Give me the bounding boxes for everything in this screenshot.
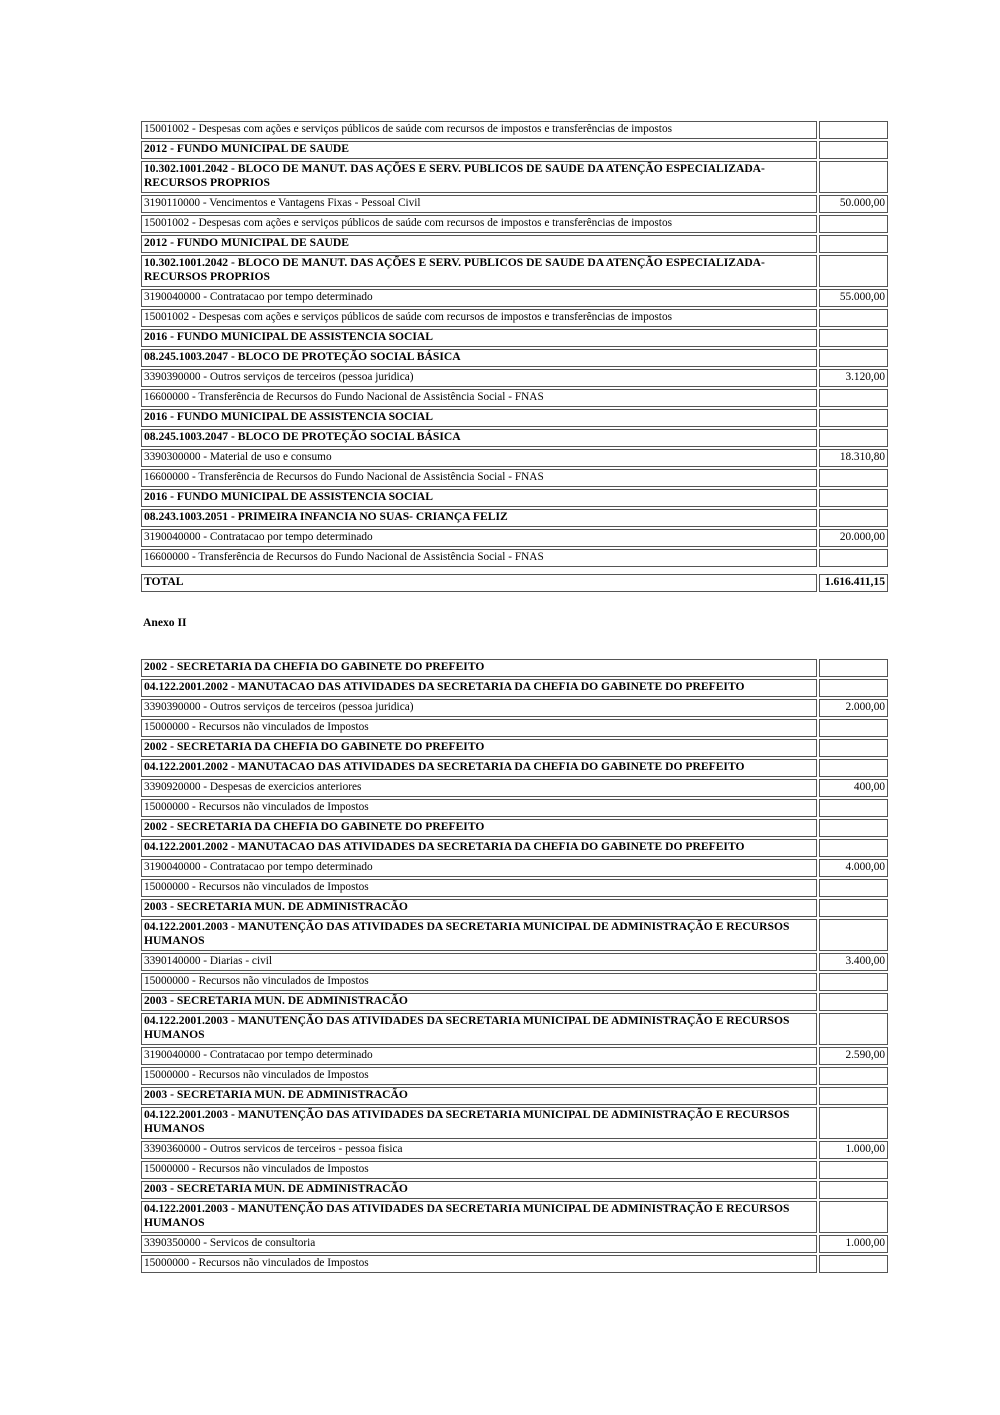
row-description: 3190040000 - Contratacao por tempo determinado bbox=[141, 859, 817, 877]
table-row bbox=[141, 879, 888, 897]
table-row bbox=[141, 289, 888, 307]
table-row bbox=[141, 369, 888, 387]
table-row bbox=[141, 1067, 888, 1085]
table-row bbox=[141, 309, 888, 327]
row-value bbox=[819, 879, 888, 897]
row-value bbox=[819, 235, 888, 253]
table-row bbox=[141, 1255, 888, 1273]
row-value bbox=[819, 549, 888, 567]
row-description: 3190110000 - Vencimentos e Vantagens Fixas - Pessoal Civil bbox=[141, 195, 817, 213]
section-heading: 2016 - FUNDO MUNICIPAL DE ASSISTENCIA SOCIAL bbox=[141, 409, 817, 427]
table-row bbox=[141, 1201, 888, 1233]
row-value bbox=[819, 919, 888, 951]
row-description: 3390140000 - Diarias - civil bbox=[141, 953, 817, 971]
row-value bbox=[819, 1087, 888, 1105]
table-row bbox=[141, 349, 888, 367]
section-heading: 2003 - SECRETARIA MUN. DE ADMINISTRACÃO bbox=[141, 1181, 817, 1199]
section-heading: 10.302.1001.2042 - BLOCO DE MANUT. DAS AÇÕES E SERV. PUBLICOS DE SAUDE DA ATENÇÃO ESPECIALIZADA- RECURSOS PROPRIOS bbox=[141, 161, 817, 193]
annex-title: Anexo II bbox=[143, 616, 187, 629]
row-value bbox=[819, 1067, 888, 1085]
row-description: 15000000 - Recursos não vinculados de Impostos bbox=[141, 1255, 817, 1273]
row-value bbox=[819, 469, 888, 487]
row-description: 3190040000 - Contratacao por tempo determinado bbox=[141, 289, 817, 307]
table-row bbox=[141, 739, 888, 757]
table-row bbox=[141, 1047, 888, 1065]
row-value: 3.120,00 bbox=[819, 369, 888, 387]
section-heading: 04.122.2001.2003 - MANUTENÇÃO DAS ATIVIDADES DA SECRETARIA MUNICIPAL DE ADMINISTRAÇÃO E RECURSOS HUMANOS bbox=[141, 1107, 817, 1139]
table-row bbox=[141, 489, 888, 507]
row-description: 15000000 - Recursos não vinculados de Impostos bbox=[141, 1067, 817, 1085]
table-row bbox=[141, 1087, 888, 1105]
row-value bbox=[819, 349, 888, 367]
row-description: 3390350000 - Servicos de consultoria bbox=[141, 1235, 817, 1253]
table-row bbox=[141, 1141, 888, 1159]
row-description: 16600000 - Transferência de Recursos do Fundo Nacional de Assistência Social - FNAS bbox=[141, 389, 817, 407]
table-row bbox=[141, 699, 888, 717]
row-description: 16600000 - Transferência de Recursos do Fundo Nacional de Assistência Social - FNAS bbox=[141, 549, 817, 567]
section-heading: 2003 - SECRETARIA MUN. DE ADMINISTRACÃO bbox=[141, 1087, 817, 1105]
row-value: 4.000,00 bbox=[819, 859, 888, 877]
row-description: 3390920000 - Despesas de exercicios anteriores bbox=[141, 779, 817, 797]
row-value bbox=[819, 121, 888, 139]
row-value bbox=[819, 255, 888, 287]
table-row bbox=[141, 719, 888, 737]
row-value: 3.400,00 bbox=[819, 953, 888, 971]
section-heading: 2003 - SECRETARIA MUN. DE ADMINISTRACÃO bbox=[141, 993, 817, 1011]
table-row bbox=[141, 509, 888, 527]
table-row bbox=[141, 161, 888, 193]
row-value bbox=[819, 719, 888, 737]
table-row bbox=[141, 899, 888, 917]
section-heading: 04.122.2001.2003 - MANUTENÇÃO DAS ATIVIDADES DA SECRETARIA MUNICIPAL DE ADMINISTRAÇÃO E RECURSOS HUMANOS bbox=[141, 919, 817, 951]
row-value bbox=[819, 1013, 888, 1045]
table-row bbox=[141, 1235, 888, 1253]
table-row bbox=[141, 469, 888, 487]
row-description: 16600000 - Transferência de Recursos do Fundo Nacional de Assistência Social - FNAS bbox=[141, 469, 817, 487]
row-description: 15000000 - Recursos não vinculados de Impostos bbox=[141, 879, 817, 897]
row-value bbox=[819, 509, 888, 527]
row-value bbox=[819, 1201, 888, 1233]
section-heading: 2012 - FUNDO MUNICIPAL DE SAUDE bbox=[141, 235, 817, 253]
section-heading: 2003 - SECRETARIA MUN. DE ADMINISTRACÃO bbox=[141, 899, 817, 917]
table-row bbox=[141, 799, 888, 817]
table-row bbox=[141, 819, 888, 837]
row-description: 15001002 - Despesas com ações e serviços públicos de saúde com recursos de impostos e transferências de impostos bbox=[141, 215, 817, 233]
row-value: 18.310,80 bbox=[819, 449, 888, 467]
budget-table-2 bbox=[139, 657, 890, 1275]
row-value bbox=[819, 309, 888, 327]
row-value bbox=[819, 141, 888, 159]
row-value: 1.000,00 bbox=[819, 1235, 888, 1253]
section-heading: 04.122.2001.2003 - MANUTENÇÃO DAS ATIVIDADES DA SECRETARIA MUNICIPAL DE ADMINISTRAÇÃO E RECURSOS HUMANOS bbox=[141, 1201, 817, 1233]
row-value bbox=[819, 799, 888, 817]
section-heading: 2002 - SECRETARIA DA CHEFIA DO GABINETE DO PREFEITO bbox=[141, 739, 817, 757]
row-value bbox=[819, 759, 888, 777]
row-value bbox=[819, 1255, 888, 1273]
row-value bbox=[819, 409, 888, 427]
table-row bbox=[141, 953, 888, 971]
row-value bbox=[819, 839, 888, 857]
row-description: 3390390000 - Outros serviços de terceiros (pessoa juridica) bbox=[141, 699, 817, 717]
section-heading: 08.243.1003.2051 - PRIMEIRA INFANCIA NO SUAS- CRIANÇA FELIZ bbox=[141, 509, 817, 527]
table-row bbox=[141, 195, 888, 213]
total-label: TOTAL bbox=[141, 574, 817, 592]
table-row bbox=[141, 919, 888, 951]
total-row bbox=[141, 574, 888, 592]
budget-table-2-body bbox=[141, 659, 888, 1273]
section-heading: 2002 - SECRETARIA DA CHEFIA DO GABINETE DO PREFEITO bbox=[141, 819, 817, 837]
table-row bbox=[141, 215, 888, 233]
table-row bbox=[141, 449, 888, 467]
section-heading: 04.122.2001.2002 - MANUTACAO DAS ATIVIDADES DA SECRETARIA DA CHEFIA DO GABINETE DO PREFEITO bbox=[141, 759, 817, 777]
section-heading: 08.245.1003.2047 - BLOCO DE PROTEÇÃO SOCIAL BÁSICA bbox=[141, 349, 817, 367]
section-heading: 04.122.2001.2002 - MANUTACAO DAS ATIVIDADES DA SECRETARIA DA CHEFIA DO GABINETE DO PREFEITO bbox=[141, 839, 817, 857]
budget-table-1-body bbox=[141, 121, 888, 567]
table-row bbox=[141, 759, 888, 777]
row-value bbox=[819, 679, 888, 697]
row-value bbox=[819, 389, 888, 407]
row-description: 3190040000 - Contratacao por tempo determinado bbox=[141, 529, 817, 547]
row-value: 55.000,00 bbox=[819, 289, 888, 307]
budget-table-1 bbox=[139, 119, 890, 569]
row-value bbox=[819, 993, 888, 1011]
row-description: 3390390000 - Outros serviços de terceiros (pessoa juridica) bbox=[141, 369, 817, 387]
document-page bbox=[141, 119, 887, 1275]
section-heading: 2002 - SECRETARIA DA CHEFIA DO GABINETE DO PREFEITO bbox=[141, 659, 817, 677]
row-value bbox=[819, 739, 888, 757]
row-value bbox=[819, 1181, 888, 1199]
row-value bbox=[819, 489, 888, 507]
row-description: 3390300000 - Material de uso e consumo bbox=[141, 449, 817, 467]
total-table bbox=[139, 572, 890, 594]
row-value bbox=[819, 329, 888, 347]
row-description: 15000000 - Recursos não vinculados de Impostos bbox=[141, 1161, 817, 1179]
row-value bbox=[819, 659, 888, 677]
row-value: 1.000,00 bbox=[819, 1141, 888, 1159]
table-row bbox=[141, 121, 888, 139]
row-description: 15001002 - Despesas com ações e serviços públicos de saúde com recursos de impostos e transferências de impostos bbox=[141, 121, 817, 139]
section-heading: 10.302.1001.2042 - BLOCO DE MANUT. DAS AÇÕES E SERV. PUBLICOS DE SAUDE DA ATENÇÃO ESPECIALIZADA- RECURSOS PROPRIOS bbox=[141, 255, 817, 287]
row-description: 15000000 - Recursos não vinculados de Impostos bbox=[141, 719, 817, 737]
row-description: 15000000 - Recursos não vinculados de Impostos bbox=[141, 973, 817, 991]
table-row bbox=[141, 389, 888, 407]
row-value: 2.590,00 bbox=[819, 1047, 888, 1065]
table-row bbox=[141, 993, 888, 1011]
row-value bbox=[819, 899, 888, 917]
row-value: 2.000,00 bbox=[819, 699, 888, 717]
row-value bbox=[819, 1107, 888, 1139]
table-row bbox=[141, 1107, 888, 1139]
row-value bbox=[819, 973, 888, 991]
table-row bbox=[141, 255, 888, 287]
row-value: 50.000,00 bbox=[819, 195, 888, 213]
row-description: 3190040000 - Contratacao por tempo determinado bbox=[141, 1047, 817, 1065]
table-row bbox=[141, 235, 888, 253]
table-row bbox=[141, 839, 888, 857]
section-heading: 2016 - FUNDO MUNICIPAL DE ASSISTENCIA SOCIAL bbox=[141, 329, 817, 347]
table-row bbox=[141, 973, 888, 991]
row-value bbox=[819, 215, 888, 233]
section-heading: 2012 - FUNDO MUNICIPAL DE SAUDE bbox=[141, 141, 817, 159]
table-row bbox=[141, 1161, 888, 1179]
table-row bbox=[141, 859, 888, 877]
table-row bbox=[141, 549, 888, 567]
table-row bbox=[141, 141, 888, 159]
table-row bbox=[141, 329, 888, 347]
section-heading: 04.122.2001.2002 - MANUTACAO DAS ATIVIDADES DA SECRETARIA DA CHEFIA DO GABINETE DO PREFEITO bbox=[141, 679, 817, 697]
row-value bbox=[819, 819, 888, 837]
row-value bbox=[819, 1161, 888, 1179]
section-heading: 04.122.2001.2003 - MANUTENÇÃO DAS ATIVIDADES DA SECRETARIA MUNICIPAL DE ADMINISTRAÇÃO E RECURSOS HUMANOS bbox=[141, 1013, 817, 1045]
total-value: 1.616.411,15 bbox=[819, 574, 888, 592]
table-row bbox=[141, 529, 888, 547]
table-row bbox=[141, 429, 888, 447]
row-description: 15001002 - Despesas com ações e serviços públicos de saúde com recursos de impostos e transferências de impostos bbox=[141, 309, 817, 327]
table-row bbox=[141, 409, 888, 427]
row-description: 15000000 - Recursos não vinculados de Impostos bbox=[141, 799, 817, 817]
row-value bbox=[819, 429, 888, 447]
section-heading: 08.245.1003.2047 - BLOCO DE PROTEÇÃO SOCIAL BÁSICA bbox=[141, 429, 817, 447]
row-description: 3390360000 - Outros servicos de terceiros - pessoa fisica bbox=[141, 1141, 817, 1159]
row-value: 400,00 bbox=[819, 779, 888, 797]
section-heading: 2016 - FUNDO MUNICIPAL DE ASSISTENCIA SOCIAL bbox=[141, 489, 817, 507]
table-row bbox=[141, 1013, 888, 1045]
row-value bbox=[819, 161, 888, 193]
table-row bbox=[141, 779, 888, 797]
row-value: 20.000,00 bbox=[819, 529, 888, 547]
table-row bbox=[141, 679, 888, 697]
table-row bbox=[141, 659, 888, 677]
table-row bbox=[141, 1181, 888, 1199]
